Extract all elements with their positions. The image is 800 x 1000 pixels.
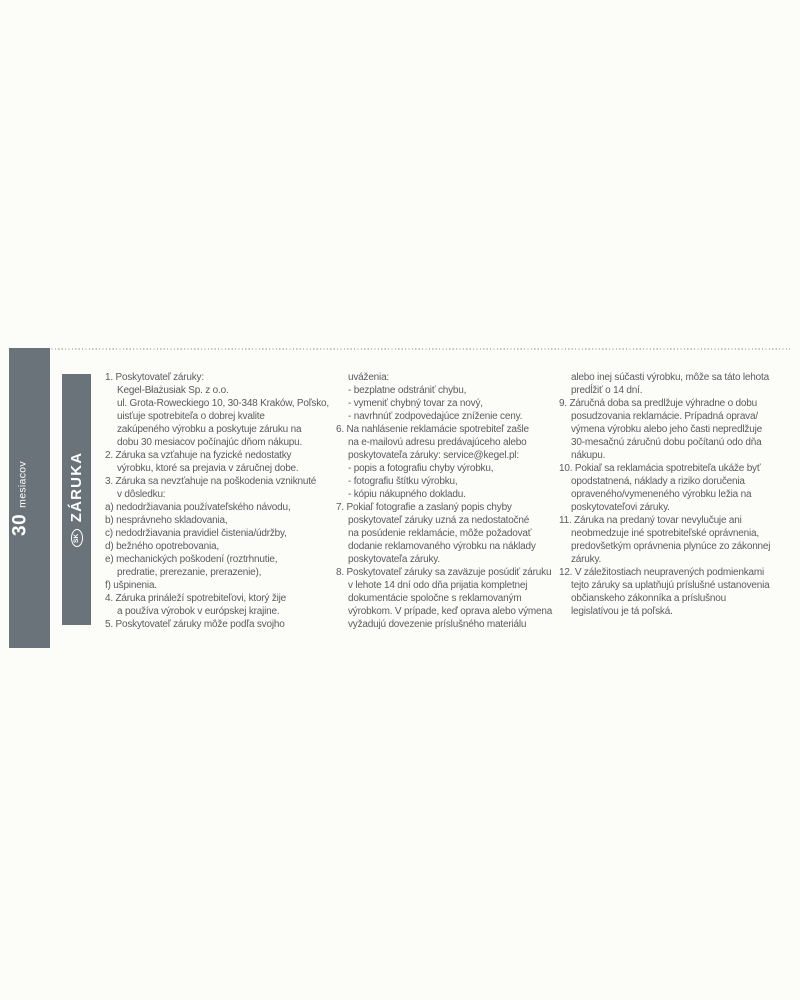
text-line: na e-mailovú adresu predávajúceho alebo <box>348 437 527 448</box>
text-line: - vymeniť chybný tovar za nový, <box>348 398 483 409</box>
text-line: a) nedodržiavania používateľského návodu, <box>105 502 291 513</box>
text-line: uisťuje spotrebiteľa o dobrej kvalite <box>117 411 265 422</box>
duration-bar-text <box>9 348 50 648</box>
perforation-dotted-line <box>48 348 790 350</box>
text-line: posudzovania reklamácie. Prípadná oprava/ <box>571 411 758 422</box>
text-line: výrobkom. V prípade, keď oprava alebo výmena <box>348 606 553 617</box>
warranty-title: ZÁRUKA <box>68 451 85 523</box>
text-line: dodanie reklamovaného výrobku na náklady <box>348 541 536 552</box>
text-line: predratie, prerezanie, prerazenie), <box>117 567 262 578</box>
terms-column-1 <box>105 371 340 631</box>
text-line: tejto záruky sa uplatňujú príslušné ustanovenia <box>571 580 770 591</box>
text-line: výmena výrobku alebo jeho časti nepredlžuje <box>571 424 762 435</box>
text-line: 5. Poskytovateľ záruky môže podľa svojho <box>105 619 285 630</box>
text-line: v dôsledku: <box>117 489 166 500</box>
text-line: poskytovateľovi záruky. <box>571 502 670 513</box>
duration-number: 30 <box>9 513 30 536</box>
text-line: výrobku, ktoré sa prejavia v záručnej dobe. <box>117 463 299 474</box>
text-line: f) ušpinenia. <box>105 580 157 591</box>
text-line: c) nedodržiavania pravidiel čistenia/údržby, <box>105 528 287 539</box>
text-line: 8. Poskytovateľ záruky sa zaväzuje posúdiť záruku <box>336 567 552 578</box>
text-line: 30-mesačnú záručnú dobu počítanú odo dňa <box>571 437 762 448</box>
duration-unit: mesiacov <box>16 460 28 508</box>
text-line: - popis a fotografiu chyby výrobku, <box>348 463 494 474</box>
text-line: d) bežného opotrebovania, <box>105 541 219 552</box>
text-line: legislatívou je tá poľská. <box>571 606 673 617</box>
text-line: poskytovateľa záruky: service@kegel.pl: <box>348 450 519 461</box>
text-line: dobu 30 mesiacov počínajúc dňom nákupu. <box>117 437 303 448</box>
text-line: opraveného/vymeneného výrobku ležia na <box>571 489 752 500</box>
text-line: predovšetkým oprávnenia plynúce zo zákonnej <box>571 541 771 552</box>
text-line: e) mechanických poškodení (roztrhnutie, <box>105 554 278 565</box>
terms-column-2 <box>336 371 571 631</box>
text-line: - navrhnúť zodpovedajúce zníženie ceny. <box>348 411 523 422</box>
text-line: 2. Záruka sa vzťahuje na fyzické nedostatky <box>105 450 292 461</box>
text-line: poskytovateľ záruky uzná za nedostatočné <box>348 515 530 526</box>
text-line: alebo inej súčasti výrobku, môže sa táto lehota <box>571 372 769 383</box>
text-line: dokumentácie spoločne s reklamovaným <box>348 593 522 604</box>
text-line: 1. Poskytovateľ záruky: <box>105 372 204 383</box>
text-line: občianskeho zákonníka a príslušnou <box>571 593 726 604</box>
text-line: predĺžiť o 14 dní. <box>571 385 643 396</box>
text-line: opodstatnená, náklady a riziko doručenia <box>571 476 745 487</box>
text-line: - fotografiu štítku výrobku, <box>348 476 458 487</box>
text-line: 3. Záruka sa nevzťahuje na poškodenia vzniknuté <box>105 476 317 487</box>
text-line: záruky. <box>571 554 602 565</box>
text-line: v lehote 14 dní odo dňa prijatia kompletnej <box>348 580 528 591</box>
warranty-title-bar <box>62 374 91 625</box>
text-line: ul. Grota-Roweckiego 10, 30-348 Kraków, Poľsko, <box>117 398 329 409</box>
text-line: Kegel-Błażusiak Sp. z o.o. <box>117 385 229 396</box>
text-line: 4. Záruka prináleží spotrebiteľovi, ktorý žije <box>105 593 287 604</box>
text-line: 7. Pokiaľ fotografie a zaslaný popis chyby <box>336 502 512 513</box>
text-line: - bezplatne odstrániť chybu, <box>348 385 467 396</box>
text-line: 6. Na nahlásenie reklamácie spotrebiteľ zašle <box>336 424 529 435</box>
language-badge-icon: SK <box>71 529 83 547</box>
text-line: 10. Pokiaľ sa reklamácia spotrebiteľa ukáže byť <box>559 463 761 474</box>
text-line: 9. Záručná doba sa predlžuje výhradne o dobu <box>559 398 758 409</box>
duration-bar <box>9 348 50 648</box>
text-line: nákupu. <box>571 450 606 461</box>
warranty-bar-text <box>62 374 91 625</box>
text-line: - kópiu nákupného dokladu. <box>348 489 466 500</box>
terms-column-3 <box>559 371 794 618</box>
text-line: uváženia: <box>348 372 390 383</box>
text-line: a používa výrobok v európskej krajine. <box>117 606 280 617</box>
text-line: na posúdenie reklamácie, môže požadovať <box>348 528 532 539</box>
text-line: vyžadujú dovezenie príslušného materiálu <box>348 619 527 630</box>
text-line: b) nesprávneho skladovania, <box>105 515 228 526</box>
text-line: zakúpeného výrobku a poskytuje záruku na <box>117 424 302 435</box>
text-line: poskytovateľa záruky. <box>348 554 440 565</box>
text-line: 11. Záruka na predaný tovar nevylučuje ani <box>559 515 742 526</box>
text-line: 12. V záležitostiach neupravených podmienkami <box>559 567 765 578</box>
text-line: neobmedzuje iné spotrebiteľské oprávnenia, <box>571 528 759 539</box>
